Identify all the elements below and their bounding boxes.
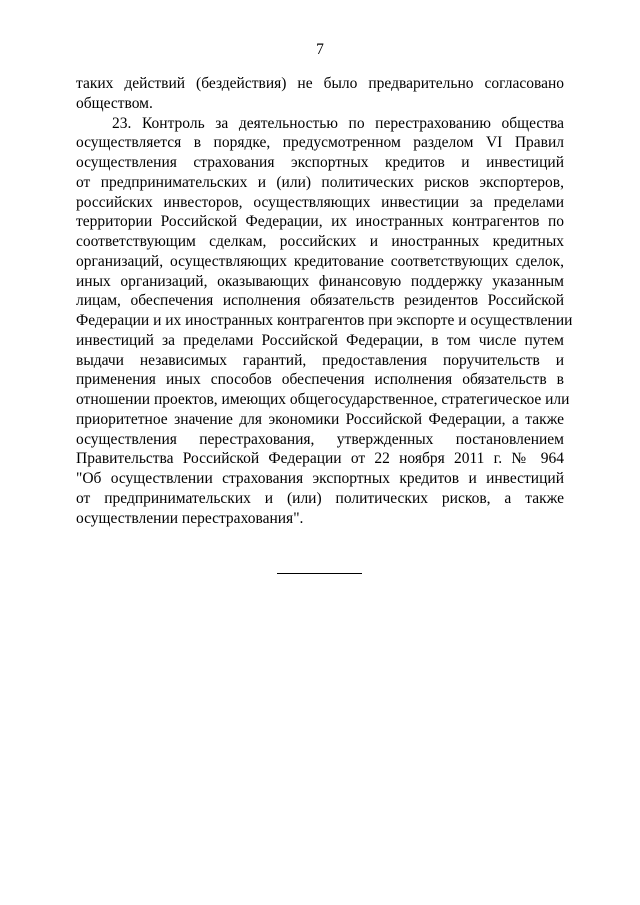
page-number: 7: [316, 41, 324, 58]
text-line: от предпринимательских и (или) политических рисков экспортеров,: [76, 173, 564, 191]
text-line: отношении проектов, имеющих общегосударственное, стратегическое или: [76, 391, 570, 408]
text-line: Федерации и их иностранных контрагентов при экспорте и осуществлении: [76, 312, 573, 329]
text-line: выдачи независимых гарантий, предоставления поручительств и: [76, 351, 564, 369]
text-line: соответствующим сделкам, российских и иностранных кредитных: [76, 233, 564, 250]
paragraph-continuation: [76, 74, 564, 114]
document-body: [76, 74, 573, 528]
text-line: обществом.: [76, 94, 153, 112]
end-separator-line: [277, 573, 362, 574]
paragraph-item-23: [76, 114, 573, 529]
text-line: приоритетное значение для экономики Российской Федерации, а также: [76, 410, 564, 428]
text-line: "Об осуществлении страхования экспортных кредитов и инвестиций: [76, 470, 564, 487]
text-line: территории Российской Федерации, их иностранных контрагентов по: [76, 213, 564, 231]
text-line: осуществляется в порядке, предусмотренном разделом VI Правил: [76, 134, 564, 152]
text-line: лицам, обеспечения исполнения обязательств резидентов Российской: [76, 292, 564, 310]
text-line: 23. Контроль за деятельностью по перестрахованию общества: [112, 114, 564, 132]
text-line: организаций, осуществляющих кредитование соответствующих сделок,: [76, 252, 564, 270]
text-line: применения иных способов обеспечения исполнения обязательств в: [76, 371, 564, 389]
text-line: осуществления перестрахования, утвержденных постановлением: [76, 430, 564, 448]
text-line: от предпринимательских и (или) политических рисков, а также: [76, 489, 564, 507]
text-line: осуществления страхования экспортных кредитов и инвестиций: [76, 154, 564, 171]
text-line: российских инвесторов, осуществляющих инвестиции за пределами: [76, 193, 564, 211]
text-line: осуществлении перестрахования".: [76, 509, 304, 527]
text-line: таких действий (бездействия) не было предварительно согласовано: [76, 75, 564, 92]
text-line: иных организаций, оказывающих финансовую поддержку указанным: [76, 272, 564, 290]
text-line: Правительства Российской Федерации от 22 ноября 2011 г. № 964: [76, 450, 564, 468]
text-line: инвестиций за пределами Российской Федерации, в том числе путем: [76, 331, 564, 349]
